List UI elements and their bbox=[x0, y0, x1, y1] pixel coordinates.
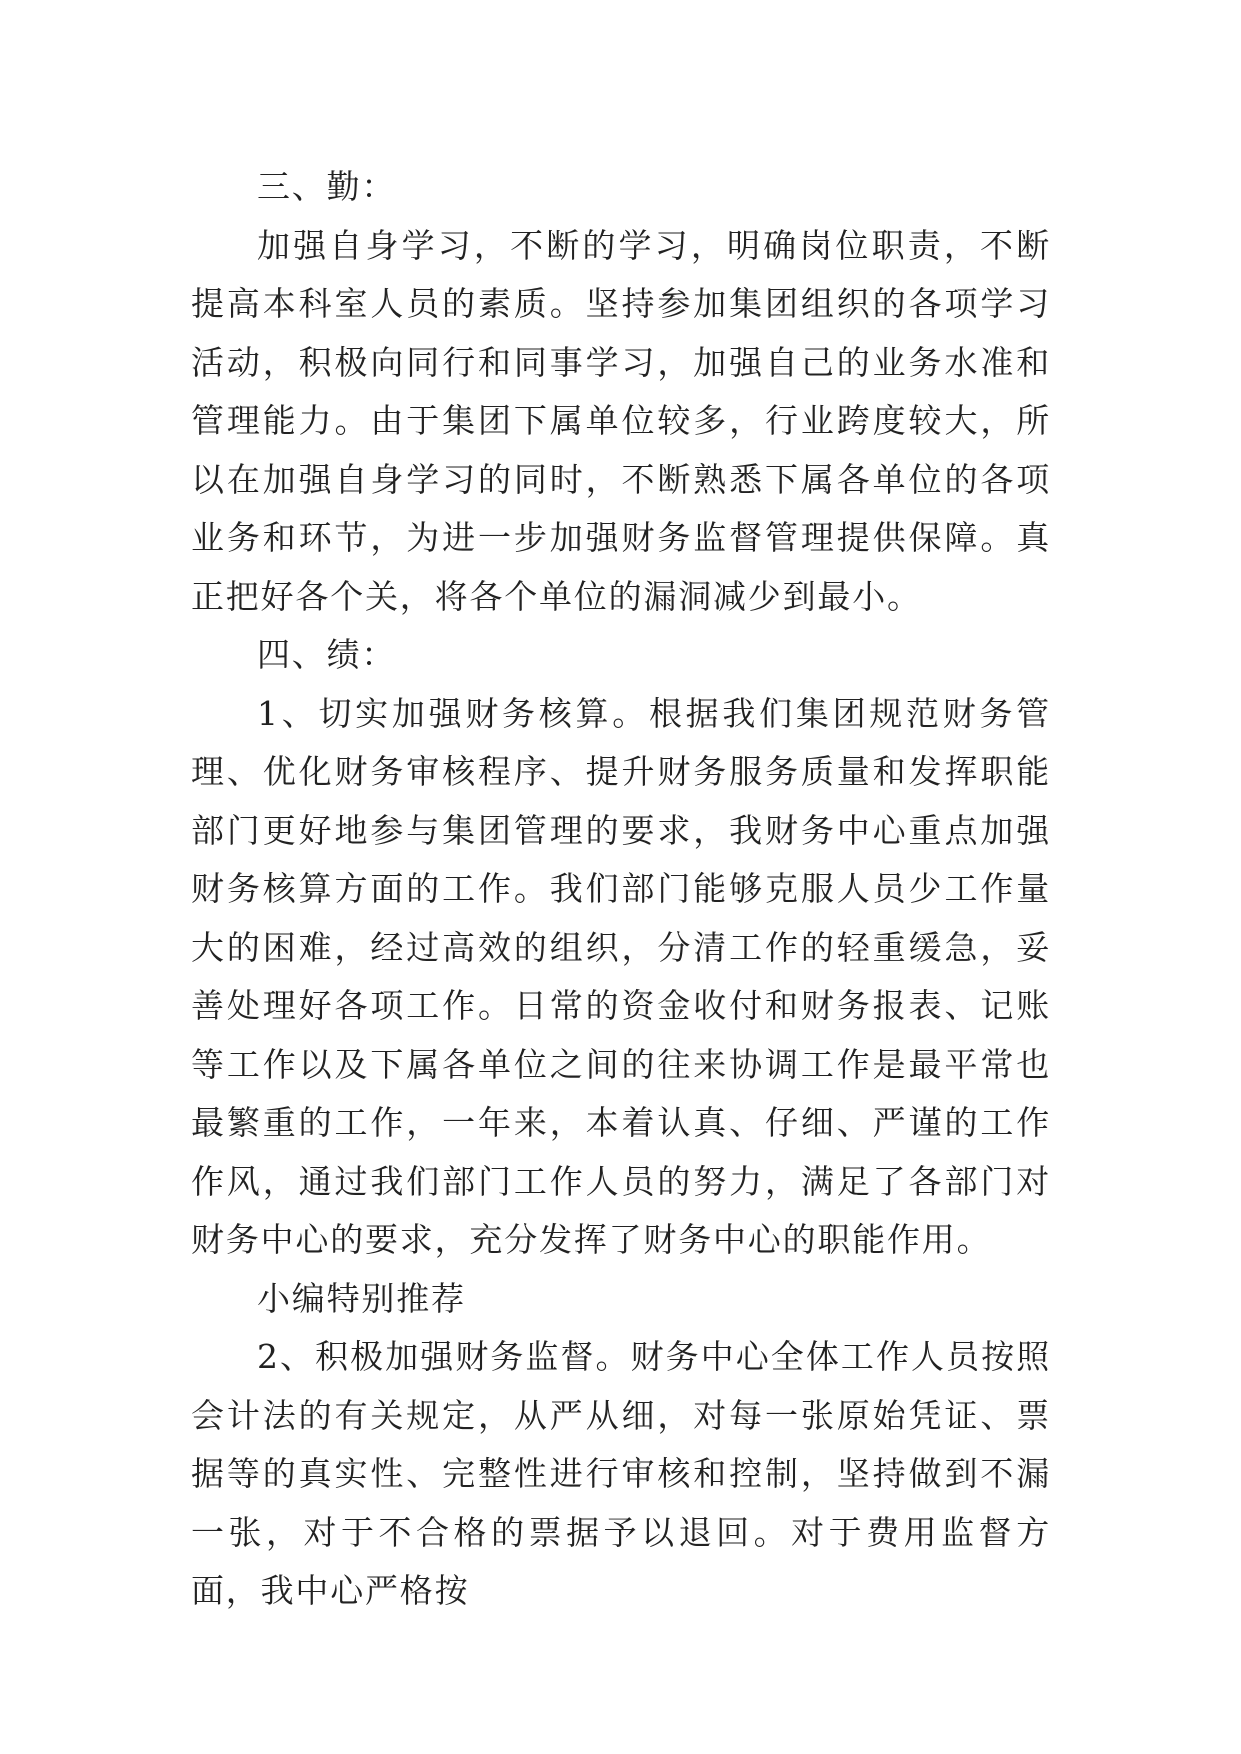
section-heading-diligence: 三、勤： bbox=[257, 167, 397, 206]
section-heading-performance: 四、绩： bbox=[257, 635, 397, 674]
paragraph-financial-supervision: 2、积极加强财务监督。财务中心全体工作人员按照会计法的有关规定，从严从细，对每一张原始凭证、票据等的真实性、完整性进行审核和控制，坚持做到不漏一张，对于不合格的票据予以退回。对于费用监督方面，我中心严格按 bbox=[191, 1337, 1051, 1610]
document-body bbox=[191, 158, 1051, 1621]
paragraph-self-study: 加强自身学习，不断的学习，明确岗位职责，不断提高本科室人员的素质。坚持参加集团组织的各项学习活动，积极向同行和同事学习，加强自己的业务水准和管理能力。由于集团下属单位较多，行业跨度较大，所以在加强自身学习的同时，不断熟悉下属各单位的各项业务和环节，为进一步加强财务监督管理提供保障。真正把好各个关，将各个单位的漏洞减少到最小。 bbox=[191, 225, 1051, 616]
paragraph-financial-accounting: 1、切实加强财务核算。根据我们集团规范财务管理、优化财务审核程序、提升财务服务质量和发挥职能部门更好地参与集团管理的要求，我财务中心重点加强财务核算方面的工作。我们部门能够克服人员少工作量大的困难，经过高效的组织，分清工作的轻重缓急，妥善处理好各项工作。日常的资金收付和财务报表、记账等工作以及下属各单位之间的往来协调工作是最平常也最繁重的工作，一年来，本着认真、仔细、严谨的工作作风，通过我们部门工作人员的努力，满足了各部门对财务中心的要求，充分发挥了财务中心的职能作用。 bbox=[191, 693, 1051, 1259]
editor-recommendation-line: 小编特别推荐 bbox=[257, 1278, 466, 1318]
